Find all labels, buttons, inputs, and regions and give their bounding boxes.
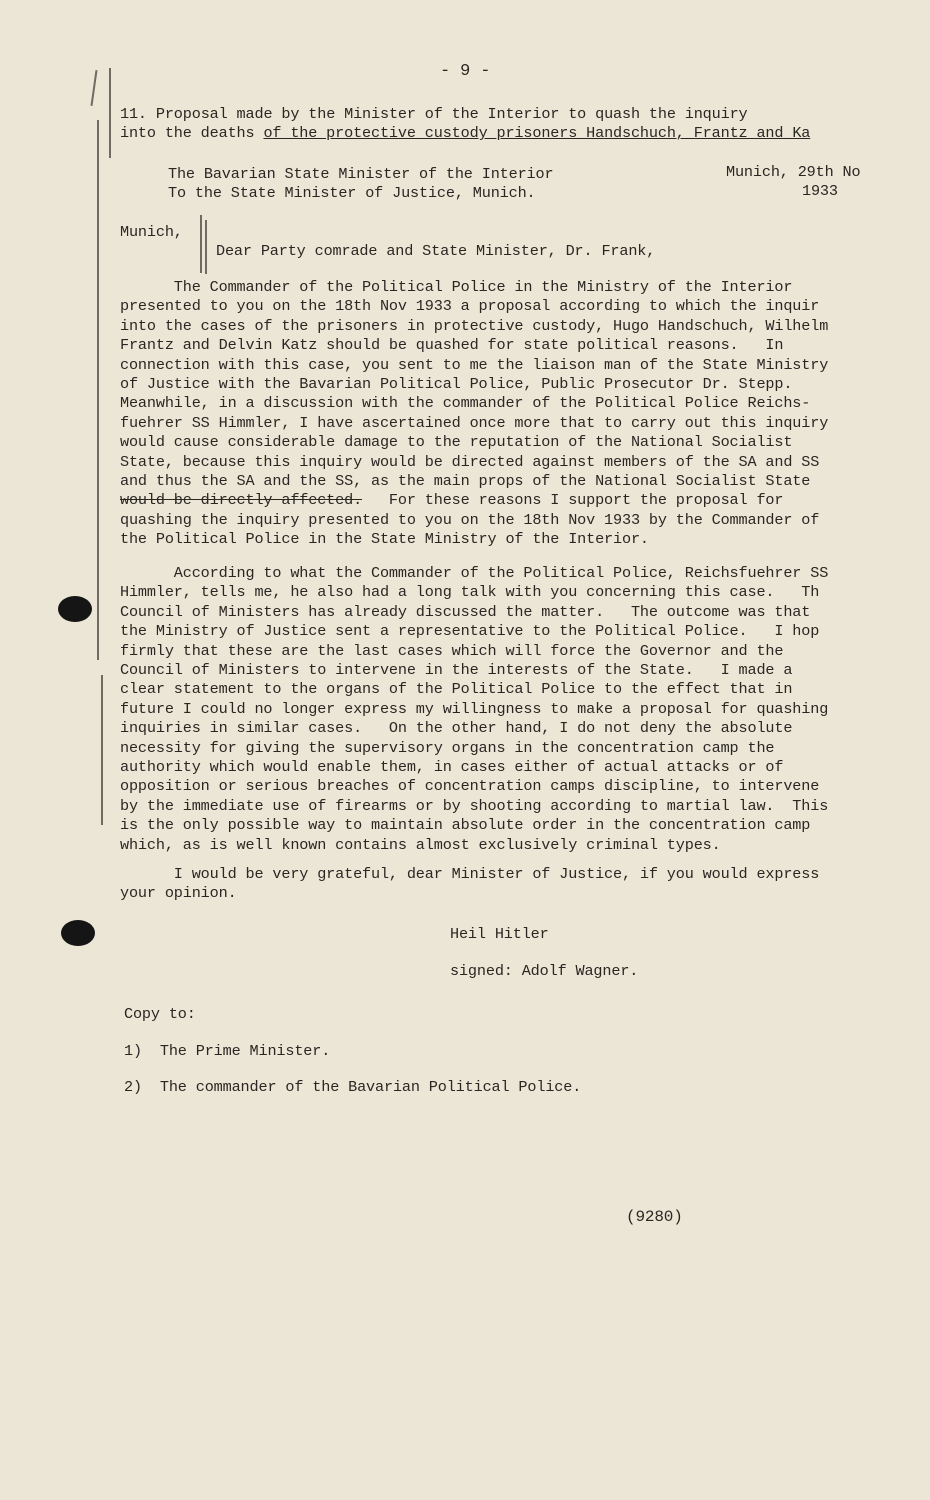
copy-number: 2) bbox=[124, 1078, 142, 1096]
from-line2: To the State Minister of Justice, Munich. bbox=[168, 184, 536, 203]
letter-from bbox=[168, 165, 553, 204]
margin-mark bbox=[101, 675, 103, 825]
copy-number: 1) bbox=[124, 1042, 142, 1060]
copy-text: The Prime Minister. bbox=[159, 1042, 331, 1060]
heading-number: 11. bbox=[120, 105, 147, 123]
reference-number: (9280) bbox=[626, 1208, 683, 1226]
margin-mark bbox=[200, 215, 202, 273]
p1-body: The Commander of the Political Police in the Ministry of the Interior presented to you on the 18th Nov 1933 a proposal according to which the inquir into the cases of the prisoners in protective custody, Hugo Handschuch, Wilhelm Frantz and Delvin Katz should be quashed for state political reasons. In connection with this case, you sent to me the liaison man of the State Ministry of Justice with the Bavarian Political Police, Public Prosecutor Dr. Stepp. Meanwhile, in a discussion with the commander of the Political Police Reichs- fuehrer SS Himmler, I have ascertained once more that to carry out this inquiry would cause considerable damage to the reputation of the National Socialist State, because this inquiry would be directed against members of the SA and SS and thus the SA and the SS, as the main props of the National Socialist State bbox=[120, 278, 829, 491]
copy-item bbox=[124, 1042, 330, 1061]
heading-line2-underlined: of the protective custody prisoners Handschuch, Frantz and Ka bbox=[263, 124, 811, 143]
punch-hole bbox=[61, 920, 95, 946]
date-line2: 1933 bbox=[802, 182, 838, 201]
date-line1: Munich, 29th No bbox=[726, 163, 861, 181]
p1-struck-text: would be directly affected. bbox=[120, 491, 363, 510]
paragraph-2: According to what the Commander of the Political Police, Reichsfuehrer SS Himmler, tells me, he also had a long talk with you concerning this case. Th Council of Ministers has already discussed the matter. The outcome was that the Ministry of Justice sent a representative to the Political Police. I hop firmly that these are the last cases which will force the Governor and the Council of Ministers to intervene in the interests of the State. I made a clear statement to the organs of the Political Police to the effect that in future I could no longer express my willingness to make a proposal for quashing inquiries in similar cases. On the other hand, I do not deny the absolute necessity for giving the supervisory organs in the concentration camp the authority which would enable them, in cases either of actual attacks or of opposition or serious breaches of concentration camps discipline, to intervene by the immediate use of firearms or by shooting according to martial law. This is the only possible way to maintain absolute order in the concentration camp which, as is well known contains almost exclusively criminal types. bbox=[120, 564, 829, 854]
section-heading bbox=[120, 105, 810, 144]
place: Munich, bbox=[120, 223, 183, 241]
margin-mark bbox=[91, 70, 98, 106]
copy-text: The commander of the Bavarian Political Police. bbox=[159, 1078, 582, 1096]
heading-line2: into the deaths bbox=[120, 124, 264, 143]
letter-date bbox=[726, 163, 860, 202]
page-number: - 9 - bbox=[440, 62, 491, 81]
margin-mark bbox=[109, 68, 111, 158]
signature-line: signed: Adolf Wagner. bbox=[450, 962, 639, 980]
margin-mark bbox=[205, 220, 207, 274]
paragraph-1 bbox=[120, 278, 828, 550]
margin-mark bbox=[97, 120, 99, 660]
p1-tail: For these reasons I support the proposal for quashing the inquiry presented to you on the 18th Nov 1933 by the Commander of the Political Police in the State Ministry of the Interior. bbox=[120, 491, 820, 549]
copy-item bbox=[124, 1078, 581, 1097]
salutation: Dear Party comrade and State Minister, Dr. Frank, bbox=[216, 242, 656, 260]
heading-line1: Proposal made by the Minister of the Interior to quash the inquiry bbox=[155, 105, 748, 123]
from-line1: The Bavarian State Minister of the Interior bbox=[168, 165, 554, 183]
closing: Heil Hitler bbox=[450, 925, 549, 943]
paragraph-3: I would be very grateful, dear Minister of Justice, if you would express your opinion. bbox=[120, 865, 820, 903]
copy-to-label: Copy to: bbox=[124, 1005, 196, 1023]
punch-hole bbox=[58, 596, 92, 622]
